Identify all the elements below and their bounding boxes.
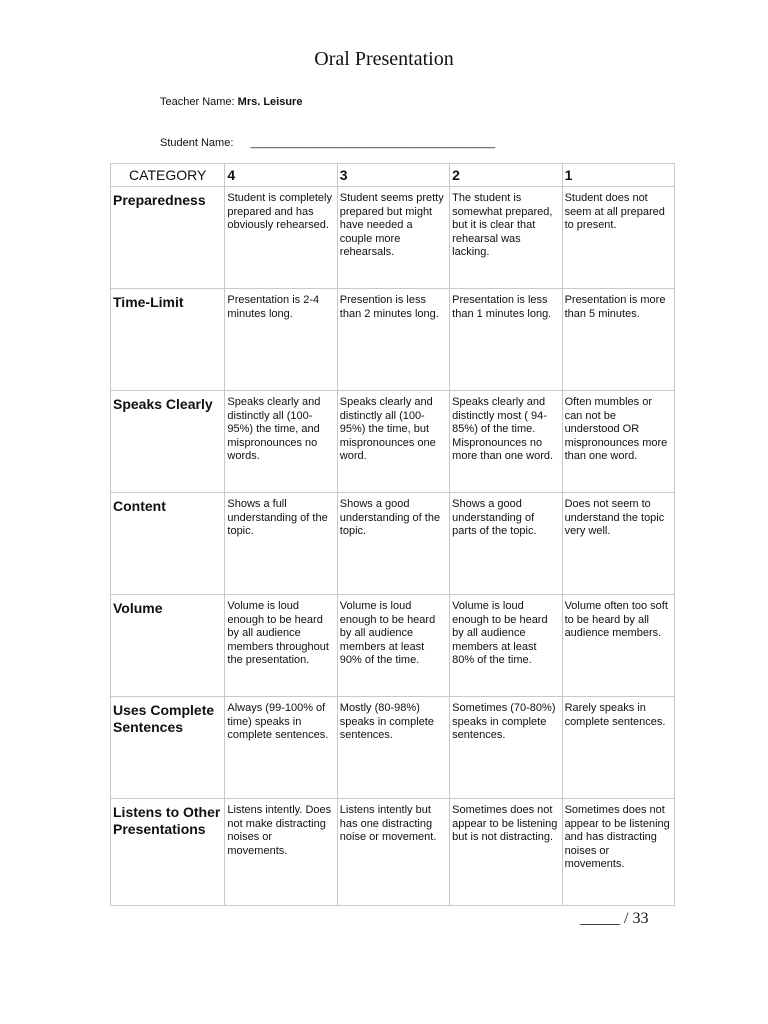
criterion-cell: Sometimes (70-80%) speaks in complete sentences.	[450, 697, 562, 799]
criterion-cell: Shows a full understanding of the topic.	[225, 493, 337, 595]
criterion-cell: Does not seem to understand the topic very well.	[562, 493, 674, 595]
teacher-name-line	[160, 96, 302, 108]
total-score-line	[580, 910, 648, 928]
category-cell: Speaks Clearly	[111, 391, 225, 493]
criterion-cell: The student is somewhat prepared, but it is clear that rehearsal was lacking.	[450, 187, 562, 289]
criterion-cell: Presentation is less than 1 minutes long.	[450, 289, 562, 391]
criterion-cell: Speaks clearly and distinctly all (100-95%) the time, and mispronounces no words.	[225, 391, 337, 493]
header-score-3: 3	[337, 164, 449, 187]
rubric-row-complete-sentences	[111, 697, 675, 799]
criterion-cell: Often mumbles or can not be understood OR mispronounces more than one word.	[562, 391, 674, 493]
rubric-row-preparedness	[111, 187, 675, 289]
category-cell: Volume	[111, 595, 225, 697]
criterion-cell: Presention is less than 2 minutes long.	[337, 289, 449, 391]
criterion-cell: Volume is loud enough to be heard by all audience members at least 90% of the time.	[337, 595, 449, 697]
page-title: Oral Presentation	[314, 48, 454, 70]
score-total: / 33	[620, 910, 649, 927]
criterion-cell: Presentation is 2-4 minutes long.	[225, 289, 337, 391]
header-score-2: 2	[450, 164, 562, 187]
category-cell: Time-Limit	[111, 289, 225, 391]
student-name-blank: ________________________________________	[250, 137, 496, 149]
category-cell: Preparedness	[111, 187, 225, 289]
criterion-cell: Listens intently. Does not make distracting noises or movements.	[225, 799, 337, 906]
criterion-cell: Volume is loud enough to be heard by all audience members throughout the presentation.	[225, 595, 337, 697]
criterion-cell: Speaks clearly and distinctly most ( 94-85%) of the time. Mispronounces no more than one word.	[450, 391, 562, 493]
rubric-table	[110, 163, 675, 906]
criterion-cell: Mostly (80-98%) speaks in complete sentences.	[337, 697, 449, 799]
criterion-cell: Listens intently but has one distracting noise or movement.	[337, 799, 449, 906]
criterion-cell: Always (99-100% of time) speaks in complete sentences.	[225, 697, 337, 799]
criterion-cell: Rarely speaks in complete sentences.	[562, 697, 674, 799]
criterion-cell: Student seems pretty prepared but might have needed a couple more rehearsals.	[337, 187, 449, 289]
criterion-cell: Sometimes does not appear to be listening and has distracting noises or movements.	[562, 799, 674, 906]
header-score-4: 4	[225, 164, 337, 187]
score-blank: _____	[580, 910, 620, 927]
rubric-row-listens	[111, 799, 675, 906]
criterion-cell: Student is completely prepared and has obviously rehearsed.	[225, 187, 337, 289]
category-cell: Content	[111, 493, 225, 595]
student-name-line	[160, 137, 495, 149]
criterion-cell: Sometimes does not appear to be listening but is not distracting.	[450, 799, 562, 906]
criterion-cell: Volume is loud enough to be heard by all audience members at least 80% of the time.	[450, 595, 562, 697]
criterion-cell: Shows a good understanding of parts of the topic.	[450, 493, 562, 595]
rubric-row-speaks-clearly	[111, 391, 675, 493]
rubric-header-row	[111, 164, 675, 187]
criterion-cell: Shows a good understanding of the topic.	[337, 493, 449, 595]
criterion-cell: Student does not seem at all prepared to present.	[562, 187, 674, 289]
student-name-label: Student Name:	[160, 137, 234, 149]
header-score-1: 1	[562, 164, 674, 187]
rubric-row-time-limit	[111, 289, 675, 391]
rubric-row-volume	[111, 595, 675, 697]
header-category: CATEGORY	[111, 164, 225, 187]
category-cell: Listens to Other Presentations	[111, 799, 225, 906]
rubric-row-content	[111, 493, 675, 595]
criterion-cell: Presentation is more than 5 minutes.	[562, 289, 674, 391]
criterion-cell: Volume often too soft to be heard by all audience members.	[562, 595, 674, 697]
criterion-cell: Speaks clearly and distinctly all (100-95%) the time, but mispronounces one word.	[337, 391, 449, 493]
teacher-name-label: Teacher Name:	[160, 96, 235, 108]
teacher-name-value: Mrs. Leisure	[237, 96, 303, 108]
category-cell: Uses Complete Sentences	[111, 697, 225, 799]
